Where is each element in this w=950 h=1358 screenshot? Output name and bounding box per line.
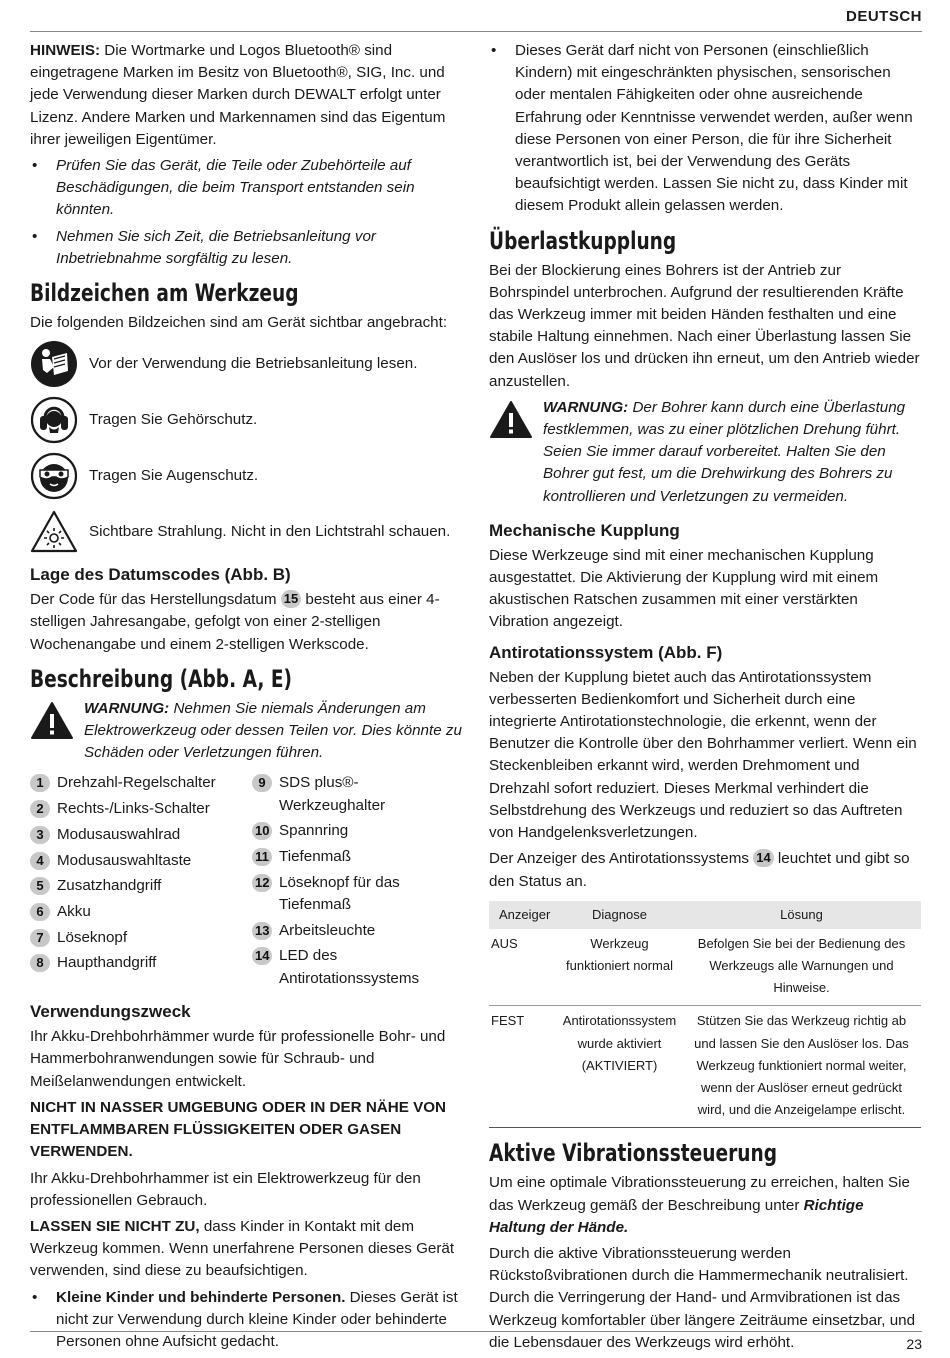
page-language-label: DEUTSCH [845,8,922,25]
list-item: 10 Spannring [252,820,462,842]
datecode-paragraph: Der Code für das Herstellungsdatum 15 besteht aus einer 4-stelligen Jahresangabe, gefolgt von einer 2-stelligen Wochenangabe und einem 2-stelligen Werkscode. [30,591,440,653]
warning-triangle-icon [30,701,74,741]
table-cell: Stützen Sie das Werkzeug richtig ab und lassen Sie den Auslöser los. Das Werkzeug funktioniert normal weiter, wenn der Auslöser erneut gedrückt wird, und die Anzeigelampe erlischt. [682,1006,921,1128]
hearing-protection-icon [30,396,78,444]
table-cell: FEST [489,1006,557,1128]
symbol-row: Sichtbare Strahlung. Nicht in den Lichtstrahl schauen. [30,508,462,556]
right-column [489,40,921,1358]
check-bullet-list [30,155,462,270]
list-item: 11 Tiefenmaß [252,846,462,868]
left-column [30,40,462,1357]
children-bullet-list [30,1287,462,1354]
list-item: 5 Zusatzhandgriff [30,875,252,897]
vibration-heading: Aktive Vibrationssteuerung [489,1139,777,1168]
warning-block: WARNUNG: Nehmen Sie niemals Änderungen am Elektrowerkzeug oder dessen Teilen vor. Dies könnte zu Schäden oder Verletzungen führen. [30,698,462,769]
page-number: 23 [906,1336,922,1352]
list-item: 13 Arbeitsleuchte [252,920,462,942]
symbol-row: Tragen Sie Augenschutz. [30,452,462,500]
mech-clutch-paragraph: Diese Werkzeuge sind mit einer mechanischen Kupplung ausgestattet. Die Aktivierung der Kupplung wird mit einem akustischen Ratschen zusammen mit einer verstärkten Vibration angezeigt. [489,546,879,631]
symbols-intro: Die folgenden Bildzeichen sind am Gerät sichtbar angebracht: [30,314,448,332]
symbol-row: Tragen Sie Gehörschutz. [30,396,462,444]
footer-divider [30,1331,922,1332]
table-cell: Werkzeug funktioniert normal [557,929,682,1006]
list-item: 4 Modusauswahltaste [30,850,252,872]
eye-protection-icon [30,452,78,500]
table-header-row [489,901,921,929]
usage-paragraph: Ihr Akku-Drehbohrhammer ist ein Elektrowerkzeug für den professionellen Gebrauch. [30,1169,421,1209]
table-row [489,929,921,1006]
antirotation-heading: Antirotationssystem (Abb. F) [489,642,723,662]
overload-heading: Überlastkupplung [489,226,677,255]
list-item: • Dieses Gerät darf nicht von Personen (einschließlich Kindern) mit eingeschränkten physischen, sensorischen oder mentalen Fähigkeiten oder ohne ausreichende Erfahrung oder Kenntnisse verwendet werden, außer wenn diese Personen von einer Person, die für ihre Sicherheit verantwortlich ist, bei der Verwendung des Geräts beaufsichtigt werden. Lassen Sie nicht zu, dass Kinder mit diesem Produkt allein gelassen werden. [491,42,913,215]
header-divider [30,31,922,32]
list-item: • Kleine Kinder und behinderte Personen. Dieses Gerät ist nicht zur Verwendung durch kleine Kinder oder behinderte Personen ohne Aufsicht gedacht. [32,1288,458,1350]
usage-paragraph: Ihr Akku-Drehbohrhämmer wurde für professionelle Bohr- und Hammerbohranwendungen sowie für Schraub- und Meißelanwendungen entwickelt. [30,1028,446,1090]
list-item: 6 Akku [30,901,252,923]
table-cell: AUS [489,929,557,1006]
vibration-paragraph: Durch die aktive Vibrationssteuerung werden Rückstoßvibrationen durch die Hammermechanik neutralisiert. Durch die Verringerung der Hand- und Armvibrationen ist das Werkzeug komfortabler über längere Zeiträume einsetzbar, und die Lebensdauer des Werkzeugs wird erhöht. [489,1244,916,1351]
read-manual-icon [30,340,78,388]
overload-warning-block: WARNUNG: Der Bohrer kann durch eine Überlastung festklemmen, was zu einer plötzlichen Drehung führt. Seien Sie immer darauf vorbereitet. Halten Sie den Bohrer gut fest, um die Drehwirkung des Bohrers zu kontrollieren und Verletzungen zu vermeiden. [489,397,921,512]
list-item: • Nehmen Sie sich Zeit, die Betriebsanleitung vor Inbetriebnahme sorgfältig zu lesen. [32,227,376,267]
persons-bullet-list [489,40,921,218]
table-cell: Befolgen Sie bei der Bedienung des Werkzeugs alle Warnungen und Hinweise. [682,929,921,1006]
description-heading: Beschreibung (Abb. A, E) [30,664,293,693]
datecode-heading: Lage des Datumscodes (Abb. B) [30,565,291,585]
list-item: 1 Drehzahl-Regelschalter [30,772,252,794]
children-paragraph: LASSEN SIE NICHT ZU, dass Kinder in Kontakt mit dem Werkzeug kommen. Wenn unerfahrene Personen dieses Gerät verwenden, sind diese zu beaufsichtigen. [30,1217,455,1280]
usage-heading: Verwendungszweck [30,1002,191,1022]
symbol-row: Vor der Verwendung die Betriebsanleitung lesen. [30,340,462,388]
antirotation-paragraph: Neben der Kupplung bietet auch das Antirotationssystem verbesserten Bedienkomfort und Sicherheit durch eine integrierte Antirotationstechnologie, die erkennt, wenn der Benutzer die Kontrolle über den Bohrhammer verliert. Wenn ein Steckenbleiben erkannt wird, werden Drehmoment und Drehzahl sofort reduziert. Dieses Merkmal verhindert die Selbstdrehung des Werkzeugs und reduziert so das Auftreten von Handgelenksverletzungen. [489,668,917,842]
list-item: 2 Rechts-/Links-Schalter [30,798,252,820]
visible-radiation-icon [30,508,78,556]
overload-paragraph: Bei der Blockierung eines Bohrers ist der Antrieb zur Bohrspindel unterbrochen. Aufgrund der resultierenden Kräfte das Werkzeug immer mit beiden Händen festhalten und eine stabile Haltung einnehmen. Nach einer Überlastung lassen Sie den Auslöser los und drücken ihn erneut, um den Antrieb wieder anzustellen. [489,261,920,390]
symbols-heading: Bildzeichen am Werkzeug [30,279,299,308]
part-number-badge: 14 [753,849,773,867]
table-header-cell: Lösung [682,901,921,929]
list-item: 7 Löseknopf [30,927,252,949]
note-paragraph: HINWEIS: Die Wortmarke und Logos Bluetooth® sind eingetragene Marken im Besitz von Bluetooth®, SIG, Inc. und jede Verwendung dieser Marken durch DEWALT erfolgt unter Lizenz. Andere Marken und Markennamen sind das Eigentum ihrer jeweiligen Eigentümer. [30,42,446,148]
table-cell: Antirotationssystem wurde aktiviert (AKTIVIERT) [557,1006,682,1128]
table-header-cell: Anzeiger [489,901,557,929]
mech-clutch-heading: Mechanische Kupplung [489,520,680,540]
list-item: 3 Modusauswahlrad [30,824,252,846]
list-item: 9 SDS plus®-Werkzeughalter [252,772,462,816]
vibration-paragraph: Um eine optimale Vibrationssteuerung zu erreichen, halten Sie das Werkzeug gemäß der Beschreibung unter Richtige Haltung der Hände. [489,1174,910,1236]
list-item: 8 Haupthandgriff [30,952,252,974]
list-item: 14 LED des Antirotationssystems [252,945,462,989]
table-header-cell: Diagnose [557,901,682,929]
status-table [489,901,921,1129]
part-number-badge: 15 [281,590,301,608]
table-row [489,1006,921,1128]
warning-triangle-icon [489,400,533,440]
list-item: • Prüfen Sie das Gerät, die Teile oder Zubehörteile auf Beschädigungen, die beim Transport entstanden sein könnten. [32,157,415,219]
usage-caps-warning: NICHT IN NASSER UMGEBUNG ODER IN DER NÄHE VON ENTFLAMMBAREN FLÜSSIGKEITEN ODER GASEN VERWENDEN. [30,1098,446,1161]
parts-list [30,772,462,993]
indicator-paragraph: Der Anzeiger des Antirotationssystems 14 leuchtet und gibt so den Status an. [489,850,910,890]
list-item: 12 Löseknopf für das Tiefenmaß [252,872,462,916]
